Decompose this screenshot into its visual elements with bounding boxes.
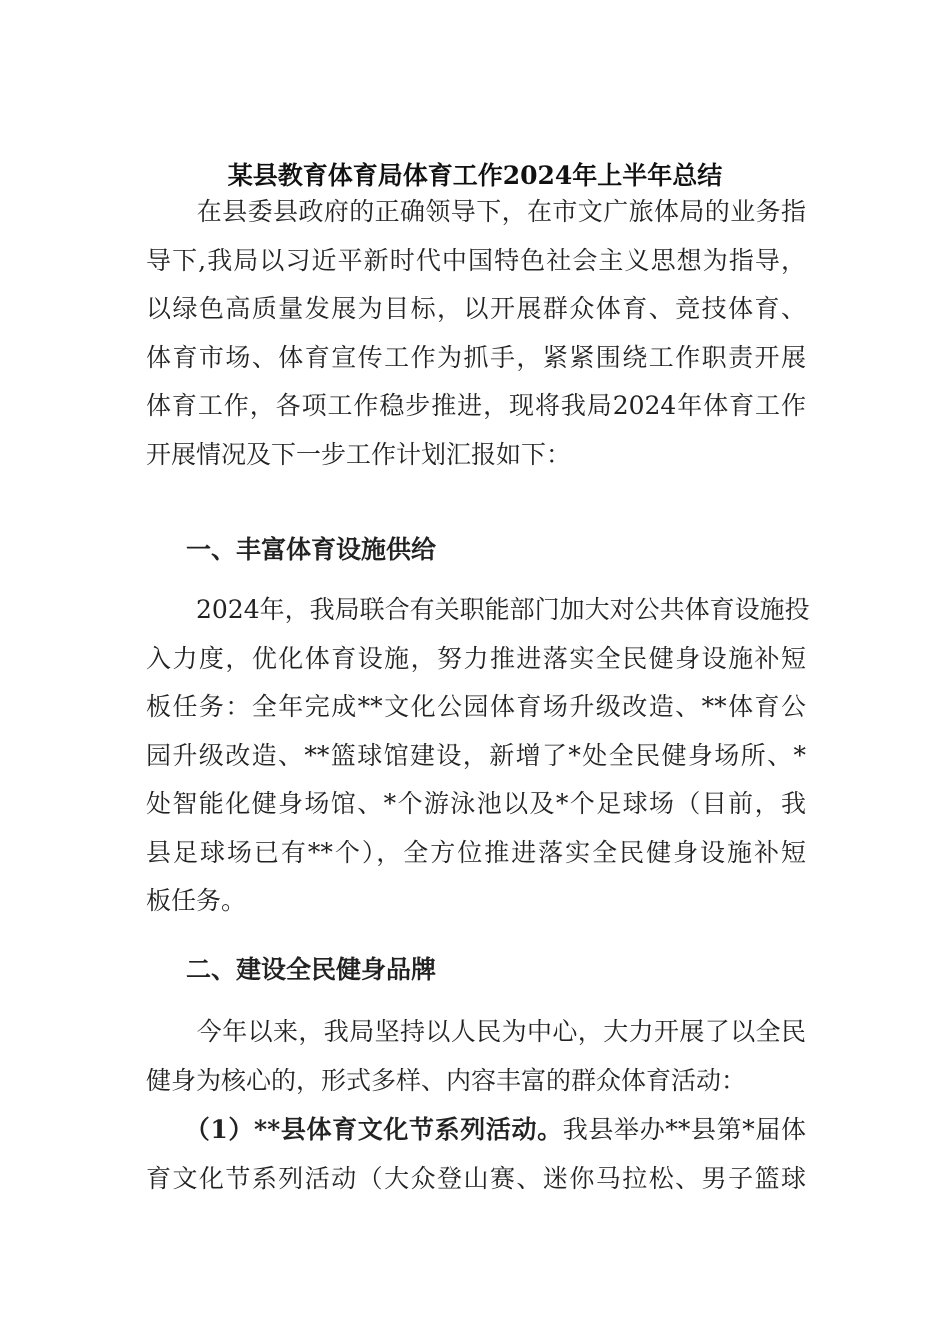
paragraph-line: 开展情况及下一步工作计划汇报如下：	[146, 439, 572, 469]
paragraph-line: 处智能化健身场馆、*个游泳池以及*个足球场（目前，我	[146, 789, 806, 818]
item-line: 育文化节系列活动（大众登山赛、迷你马拉松、男子篮球	[146, 1163, 806, 1193]
document-title: 某县教育体育局体育工作2024年上半年总结	[227, 161, 723, 190]
section-2-paragraph	[146, 1008, 806, 1105]
section-2-item-1	[146, 1106, 806, 1203]
paragraph-line: 县足球场已有**个），全方位推进落实全民健身设施补短	[146, 837, 806, 867]
intro-paragraph	[146, 188, 806, 479]
paragraph-line: 今年以来，我局坚持以人民为中心，大力开展了以全民	[146, 1017, 806, 1046]
paragraph-line: 板任务。	[146, 886, 247, 915]
paragraph-line: 入力度，优化体育设施，努力推进落实全民健身设施补短	[146, 643, 806, 673]
paragraph-line: 在县委县政府的正确领导下，在市文广旅体局的业务指	[146, 197, 806, 226]
section-1-paragraph	[146, 586, 810, 926]
item-line	[146, 1106, 806, 1155]
paragraph-line: 以绿色高质量发展为目标，以开展群众体育、竞技体育、	[146, 294, 806, 323]
item-1-text: 我县举办**县第*届体	[562, 1115, 806, 1144]
item-1-title: （1）**县体育文化节系列活动。	[146, 1115, 563, 1144]
paragraph-line: 体育工作，各项工作稳步推进，现将我局2024年体育工作	[146, 391, 806, 420]
paragraph-line: 健身为核心的，形式多样、内容丰富的群众体育活动：	[146, 1065, 747, 1095]
paragraph-line: 板任务：全年完成**文化公园体育场升级改造、**体育公	[146, 692, 806, 721]
paragraph-line: 体育市场、体育宣传工作为抓手，紧紧围绕工作职责开展	[146, 342, 806, 372]
section-heading-1: 一、丰富体育设施供给	[186, 535, 437, 564]
paragraph-line: 导下,我局以习近平新时代中国特色社会主义思想为指导，	[146, 245, 806, 275]
section-heading-2: 二、建设全民健身品牌	[186, 955, 437, 984]
paragraph-line: 园升级改造、**篮球馆建设，新增了*处全民健身场所、*	[146, 740, 806, 770]
paragraph-line: 2024年，我局联合有关职能部门加大对公共体育设施投	[146, 595, 810, 624]
